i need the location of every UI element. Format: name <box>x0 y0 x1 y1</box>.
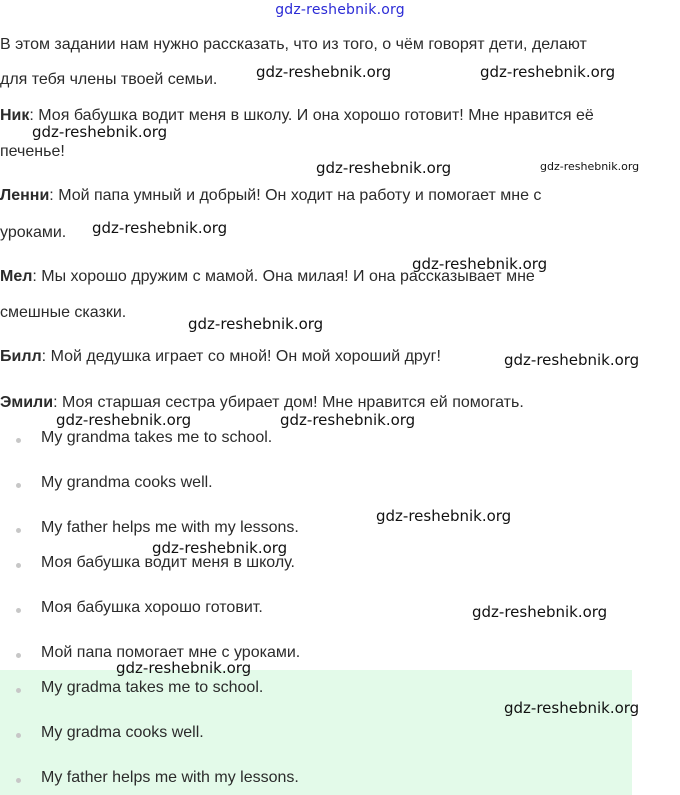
speaker-name: Мел <box>0 268 33 285</box>
list-item-text: My gradma takes me to school. <box>41 679 264 696</box>
list-item <box>0 554 640 578</box>
watermark-text: gdz-reshebnik.org <box>280 411 416 429</box>
list-item <box>0 644 640 668</box>
speaker-name: Ник <box>0 107 30 124</box>
speaker-text: : Мы хорошо дружим с мамой. Она милая! И она рассказывает мне <box>32 268 535 285</box>
bullet-icon <box>16 653 21 658</box>
list-item-text: My father helps me with my lessons. <box>41 769 299 786</box>
watermark-text: gdz-reshebnik.org <box>480 63 616 81</box>
list-item-highlighted <box>0 769 640 793</box>
speaker-name: Эмили <box>0 394 54 411</box>
bullet-icon <box>16 563 21 568</box>
watermark-text: gdz-reshebnik.org <box>152 539 288 557</box>
bullet-icon <box>16 608 21 613</box>
watermark-text: gdz-reshebnik.org <box>376 507 512 525</box>
watermark-text: gdz-reshebnik.org <box>188 315 324 333</box>
bullet-icon <box>16 778 21 783</box>
bullet-icon <box>16 688 21 693</box>
watermark-text: gdz-reshebnik.org <box>32 123 168 141</box>
speaker-text: : Моя бабушка водит меня в школу. И она хорошо готовит! Мне нравится её <box>29 107 594 124</box>
watermark-text: gdz-reshebnik.org <box>504 699 640 717</box>
intro-line-2: для тебя члены твоей семьи. <box>0 71 218 88</box>
list-item-highlighted <box>0 724 640 748</box>
list-item <box>0 474 640 498</box>
speaker-name: Ленни <box>0 187 50 204</box>
watermark-text: gdz-reshebnik.org <box>116 659 252 677</box>
list-item-text: Мой папа помогает мне с уроками. <box>41 644 301 661</box>
dialogue-nik-cont: печенье! <box>0 143 65 160</box>
list-item <box>0 519 640 543</box>
watermark-text: gdz-reshebnik.org <box>412 255 548 273</box>
watermark-text: gdz-reshebnik.org <box>56 411 192 429</box>
speaker-text: : Мой дедушка играет со мной! Он мой хороший друг! <box>41 348 441 365</box>
watermark-text: gdz-reshebnik.org <box>472 603 608 621</box>
list-item-text: My father helps me with my lessons. <box>41 519 299 536</box>
bullet-icon <box>16 483 21 488</box>
list-item-text: My grandma cooks well. <box>41 474 213 491</box>
bullet-icon <box>16 528 21 533</box>
watermark-text: gdz-reshebnik.org <box>92 219 228 237</box>
dialogue-lenni-cont: уроками. <box>0 224 67 241</box>
dialogue-bill <box>0 348 441 366</box>
speaker-text: : Моя старшая сестра убирает дом! Мне нравится ей помогать. <box>53 394 524 411</box>
dialogue-lenni <box>0 187 541 205</box>
dialogue-mel-cont: смешные сказки. <box>0 304 127 321</box>
list-item-text: My gradma cooks well. <box>41 724 204 741</box>
list-item-text: Моя бабушка водит меня в школу. <box>41 554 295 571</box>
watermark-text: gdz-reshebnik.org <box>316 159 452 177</box>
bullet-icon <box>16 438 21 443</box>
speaker-name: Билл <box>0 348 42 365</box>
watermark-text: gdz-reshebnik.org <box>256 63 392 81</box>
speaker-text: : Мой папа умный и добрый! Он ходит на работу и помогает мне с <box>49 187 542 204</box>
watermark-text: gdz-reshebnik.org <box>504 351 640 369</box>
intro-line-1: В этом задании нам нужно рассказать, что из того, о чём говорят дети, делают <box>0 36 587 53</box>
bullet-icon <box>16 733 21 738</box>
watermark-text: gdz-reshebnik.org <box>540 160 640 173</box>
list-item-text: Моя бабушка хорошо готовит. <box>41 599 263 616</box>
list-item-text: My grandma takes me to school. <box>41 429 273 446</box>
dialogue-emili <box>0 394 524 412</box>
list-item <box>0 429 640 453</box>
site-header-link[interactable]: gdz-reshebnik.org <box>275 2 405 18</box>
